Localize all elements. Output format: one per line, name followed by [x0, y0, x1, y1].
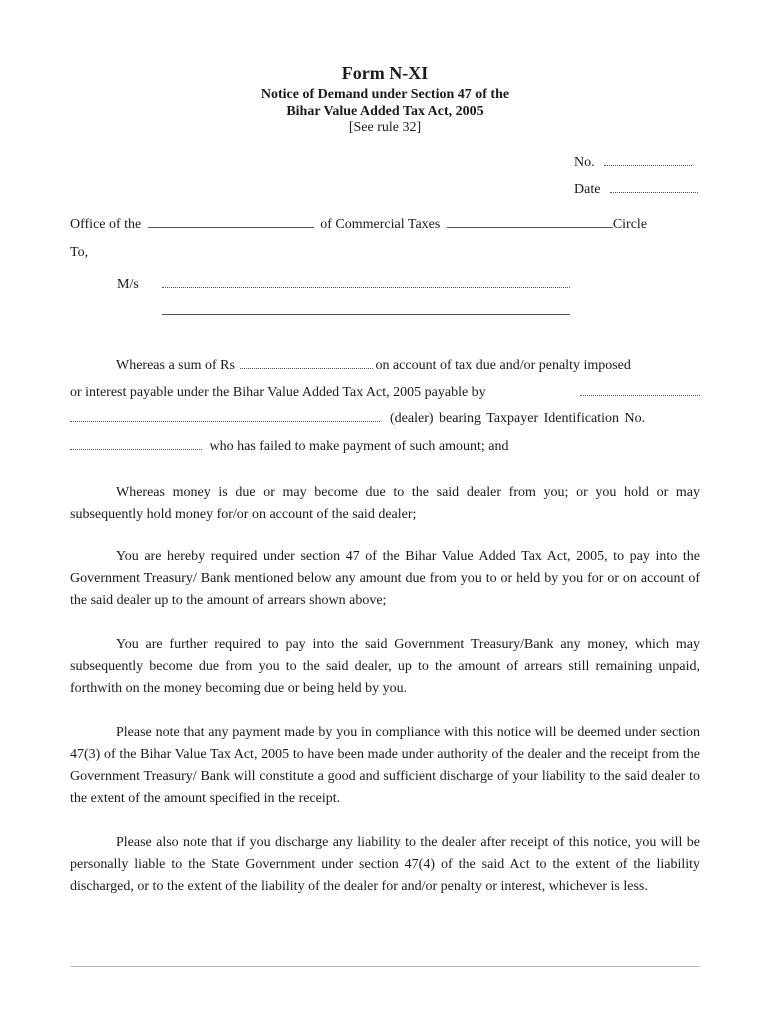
paragraph-6: Please also note that if you discharge any liability to the dealer after receipt of this notice, you will be personally liable to the State Government under section 47(4) of the said Act to the extent of the liability discharged, or to the extent of the liability of the dealer for and/or penalty or interest, whichever is less. — [70, 835, 700, 894]
para1-part5: who has failed to make payment of such amount; and — [209, 439, 509, 454]
footer-divider — [70, 966, 700, 967]
circle-blank[interactable] — [447, 217, 613, 228]
ms-blank-2[interactable] — [162, 304, 570, 320]
amount-blank[interactable] — [240, 358, 373, 369]
form-title: Form N-XI — [341, 63, 429, 83]
para1-line4 — [70, 439, 508, 455]
tin-blank[interactable] — [70, 439, 202, 450]
para1-part3: or interest payable under the Bihar Value Added Tax Act, 2005 payable by — [70, 385, 486, 400]
to-label: To, — [70, 245, 89, 260]
para1-line3 — [390, 411, 645, 427]
office-middle: of Commercial Taxes — [320, 217, 441, 232]
date-blank[interactable] — [610, 182, 698, 193]
office-blank[interactable] — [148, 217, 314, 228]
subtitle-line-2: Bihar Value Added Tax Act, 2005 — [286, 104, 484, 119]
para1-part2: on account of tax due and/or penalty imposed — [375, 358, 631, 373]
paragraph-4: You are further required to pay into the said Government Treasury/Bank any money, which may subsequently become due from you to the said dealer, up to the amount of arrears still remaining unpaid, forthwith on the money becoming due or being held by you. — [70, 637, 700, 696]
date-label: Date — [574, 182, 601, 197]
office-line — [70, 217, 647, 233]
number-label: No. — [574, 155, 595, 170]
rule-reference: [See rule 32] — [348, 120, 422, 135]
number-blank[interactable] — [604, 155, 692, 166]
ms-blank-1[interactable] — [162, 277, 570, 293]
para1-line1 — [116, 358, 631, 374]
date-field — [574, 182, 698, 198]
payable-by-blank[interactable] — [580, 385, 700, 401]
paragraph-5: Please note that any payment made by you in compliance with this notice will be deemed under section 47(3) of the Bihar Value Tax Act, 2005 to have been made under authority of the dealer and the receipt from the Government Treasury/ Bank will constitute a good and sufficient discharge of your liability to the said dealer to the extent of the amount specified in the receipt. — [70, 725, 700, 806]
paragraph-3: You are hereby required under section 47 of the Bihar Value Added Tax Act, 2005, to pay into the Government Treasury/ Bank mentioned below any amount due from you to or held by you for or on account of the said dealer up to the amount of arrears shown above; — [70, 549, 700, 608]
para1-part1: Whereas a sum of Rs — [116, 358, 235, 373]
para1-part4: (dealer) bearing Taxpayer Identification No. — [390, 411, 646, 426]
form-subtitle — [0, 86, 770, 120]
office-prefix: Office of the — [70, 217, 142, 232]
subtitle-line-1: Notice of Demand under Section 47 of the — [260, 87, 510, 102]
number-field — [574, 155, 692, 171]
para1-line2 — [70, 385, 486, 401]
ms-label: M/s — [117, 277, 139, 292]
paragraph-2: Whereas money is due or may become due to the said dealer from you; or you hold or may subsequently hold money for/or on account of the said dealer; — [70, 485, 700, 522]
office-suffix: Circle — [612, 217, 648, 232]
dealer-blank[interactable] — [70, 411, 380, 427]
